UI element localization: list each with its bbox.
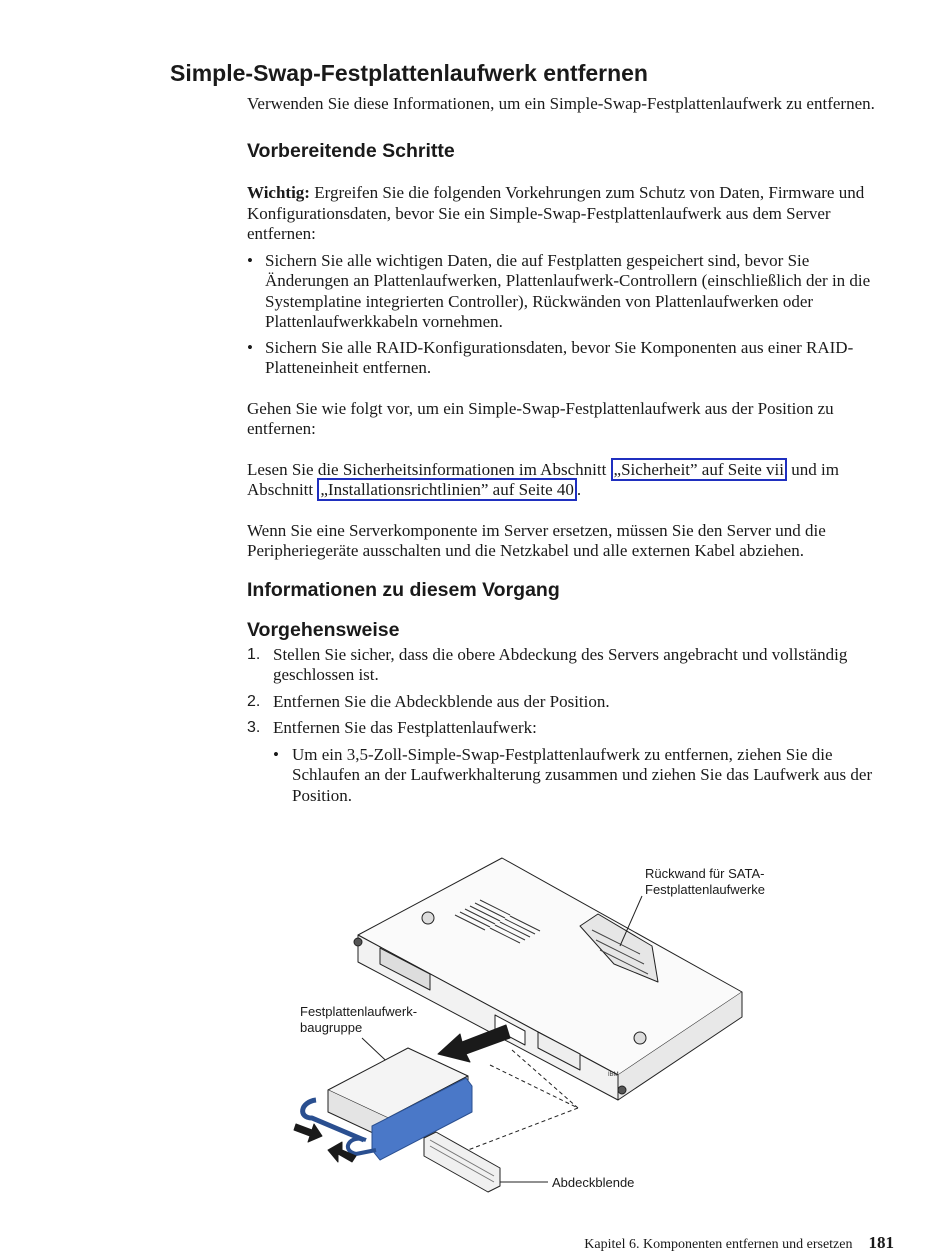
replace-text: Wenn Sie eine Serverkomponente im Server ersetzen, müssen Sie den Server und die Peripheriegeräte ausschalten und die Netzkabel und alle externen Kabel abziehen. bbox=[247, 520, 826, 560]
list-item: • Sichern Sie alle wichtigen Daten, die auf Festplatten gespeichert sind, bevor Sie Änderungen an Plattenlaufwerken, Plattenlaufwerk-Controllern (einschließlich der in die Systemplatine integrierten Controller), Rückwänden von Plattenlaufwerken oder Plattenlaufwerkkabeln vornehmen. bbox=[247, 251, 892, 333]
info-heading: Informationen zu diesem Vorgang bbox=[247, 578, 560, 601]
assembly-label-line: baugruppe bbox=[300, 1020, 363, 1035]
backplane-label-line: Festplattenlaufwerke bbox=[645, 882, 765, 897]
step-number: 2. bbox=[247, 692, 261, 710]
important-label: Wichtig: bbox=[247, 183, 310, 202]
read-after: . bbox=[576, 480, 582, 499]
read-safety-text bbox=[247, 460, 892, 501]
page-number: 181 bbox=[868, 1233, 894, 1252]
step-number: 3. bbox=[247, 719, 261, 736]
removal-illustration bbox=[280, 850, 800, 1195]
brand-mark: IBM bbox=[608, 1072, 619, 1078]
backplane-label bbox=[645, 866, 765, 898]
page-footer bbox=[584, 1233, 894, 1253]
main-content bbox=[247, 92, 892, 812]
step-item bbox=[247, 718, 892, 806]
list-item: • Sichern Sie alle RAID-Konfigurationsdaten, bevor Sie Komponenten aus einer RAID-Platteneinheit entfernen. bbox=[247, 338, 892, 379]
read-middle: und im Abschnitt bbox=[247, 459, 839, 499]
steps-heading: Vorgehensweise bbox=[247, 619, 400, 641]
installation-guidelines-link[interactable]: „Installationsrichtlinien” auf Seite 40 bbox=[317, 478, 577, 501]
important-note bbox=[247, 183, 892, 245]
step-number: 1. bbox=[247, 645, 261, 663]
prep-heading: Vorbereitende Schritte bbox=[247, 139, 455, 162]
thumbscrew-right bbox=[634, 1032, 646, 1044]
filler-panel-label: Abdeckblende bbox=[552, 1175, 635, 1190]
footer-chapter: Kapitel 6. Komponenten entfernen und ersetzen bbox=[584, 1237, 853, 1252]
step-text: Entfernen Sie die Abdeckblende aus der Position. bbox=[273, 691, 610, 711]
step-item bbox=[247, 645, 892, 686]
intro-text: Verwenden Sie diese Informationen, um ein Simple-Swap-Festplattenlaufwerk zu entfernen. bbox=[247, 94, 875, 113]
backplane-label-line: Rückwand für SATA- bbox=[645, 866, 765, 881]
step-text: Stellen Sie sicher, dass die obere Abdeckung des Servers angebracht und vollständig geschlossen ist. bbox=[273, 644, 848, 684]
substep-list bbox=[273, 745, 892, 807]
safety-link[interactable]: „Sicherheit” auf Seite vii bbox=[611, 458, 787, 481]
filler-panel bbox=[424, 1132, 500, 1192]
page-title: Simple-Swap-Festplattenlaufwerk entfernen bbox=[170, 60, 648, 86]
precaution-list bbox=[247, 251, 892, 379]
thumbscrew-left bbox=[422, 912, 434, 924]
important-text: Ergreifen Sie die folgenden Vorkehrungen zum Schutz von Daten, Firmware und Konfigurationsdaten, bevor Sie ein Simple-Swap-Festplattenlaufwerk aus dem Server entfernen: bbox=[247, 183, 865, 243]
removal-arrow-icon bbox=[438, 1025, 510, 1062]
procedure-steps bbox=[247, 645, 892, 807]
read-before: Lesen Sie die Sicherheitsinformationen im Abschnitt bbox=[247, 459, 611, 479]
substep-item: • Um ein 3,5-Zoll-Simple-Swap-Festplattenlaufwerk zu entfernen, ziehen Sie die Schlaufen an der Laufwerkhalterung zusammen und ziehen Sie das Laufwerk aus der Position. bbox=[273, 745, 892, 807]
squeeze-arrow-icon bbox=[294, 1124, 322, 1142]
assembly-label-line: Festplattenlaufwerk- bbox=[300, 1004, 418, 1019]
follow-text: Gehen Sie wie folgt vor, um ein Simple-Swap-Festplattenlaufwerk aus der Position zu entfernen: bbox=[247, 398, 834, 438]
step-item bbox=[247, 692, 892, 713]
drive-assembly-label bbox=[300, 1004, 417, 1036]
step-text: Entfernen Sie das Festplattenlaufwerk: bbox=[273, 718, 537, 737]
